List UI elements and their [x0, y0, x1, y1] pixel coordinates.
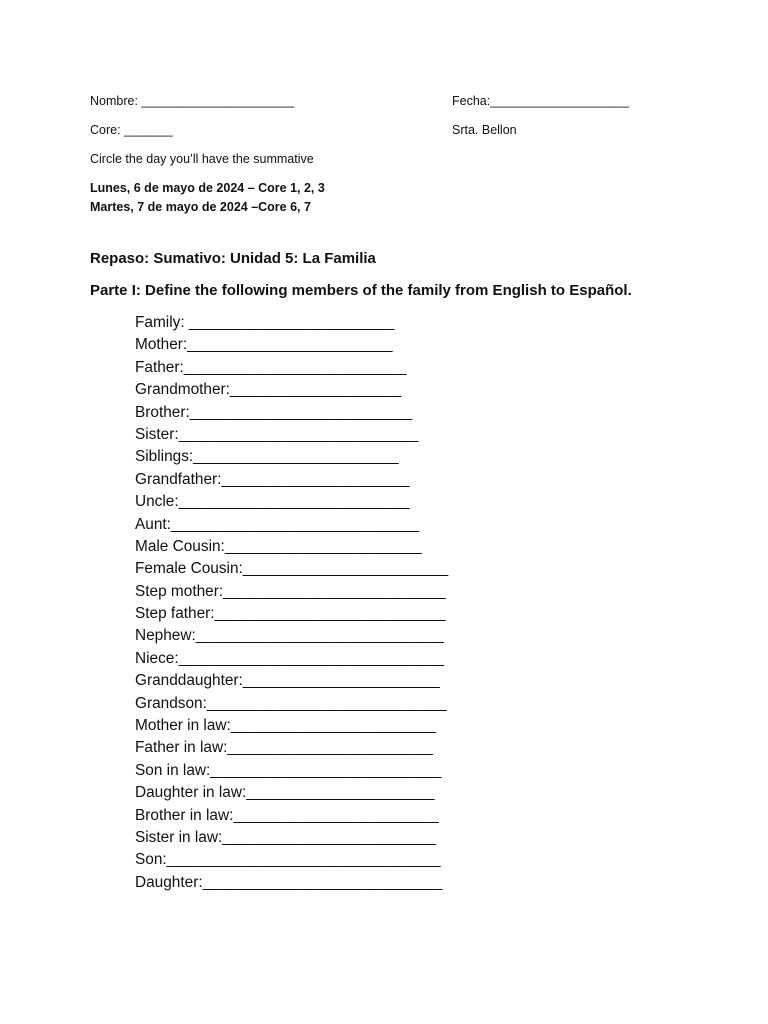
item-term-blank: Family: ________________________ — [135, 314, 395, 331]
item-term-blank: Son in law:___________________________ — [135, 761, 442, 779]
core-field-label: Core: _______ — [90, 123, 173, 137]
item-term-blank: Brother in law:________________________ — [135, 806, 439, 824]
item-term-blank: Male Cousin:_______________________ — [135, 537, 422, 555]
nombre-field-label: Nombre: ______________________ — [90, 94, 295, 108]
item-term-blank: Father in law:________________________ — [135, 739, 433, 757]
part-one-instructions: Parte I: Define the following members of the family from English to Español. — [90, 282, 632, 299]
item-term-blank: Aunt:_____________________________ — [135, 515, 420, 533]
item-term-blank: Daughter:____________________________ — [135, 873, 443, 891]
item-term-blank: Uncle:___________________________ — [135, 493, 410, 511]
item-term-blank: Mother in law:________________________ — [135, 717, 437, 735]
item-term-blank: Daughter in law:______________________ — [135, 784, 435, 802]
item-term-blank: Brother:__________________________ — [135, 403, 413, 421]
item-term-blank: Step father:___________________________ — [135, 605, 446, 623]
item-term-blank: Grandmother:____________________ — [135, 381, 402, 399]
item-term-blank: Sister in law:_________________________ — [135, 828, 437, 846]
item-term-blank: Father:__________________________ — [135, 358, 407, 376]
item-term-blank: Sister:____________________________ — [135, 425, 419, 443]
review-title: Repaso: Sumativo: Unidad 5: La Familia — [90, 250, 376, 267]
item-term-blank: Son:________________________________ — [135, 851, 441, 869]
exam-date-option-2: Martes, 7 de mayo de 2024 –Core 6, 7 — [90, 200, 311, 214]
item-term-blank: Nephew:_____________________________ — [135, 627, 444, 645]
fecha-field-label: Fecha:____________________ — [452, 94, 630, 108]
item-term-blank: Grandson:____________________________ — [135, 694, 447, 712]
item-term-blank: Grandfather:______________________ — [135, 470, 410, 488]
item-term-blank: Niece:_______________________________ — [135, 649, 444, 667]
teacher-name: Srta. Bellon — [452, 123, 517, 137]
item-term-blank: Female Cousin:________________________ — [135, 560, 449, 578]
exam-date-option-1: Lunes, 6 de mayo de 2024 – Core 1, 2, 3 — [90, 181, 325, 195]
instruction-text: Circle the day you’ll have the summative — [90, 152, 314, 166]
item-term-blank: Granddaughter:_______________________ — [135, 672, 440, 690]
item-term-blank: Step mother:__________________________ — [135, 582, 446, 600]
item-term-blank: Mother:________________________ — [135, 336, 393, 354]
item-term-blank: Siblings:________________________ — [135, 448, 399, 466]
